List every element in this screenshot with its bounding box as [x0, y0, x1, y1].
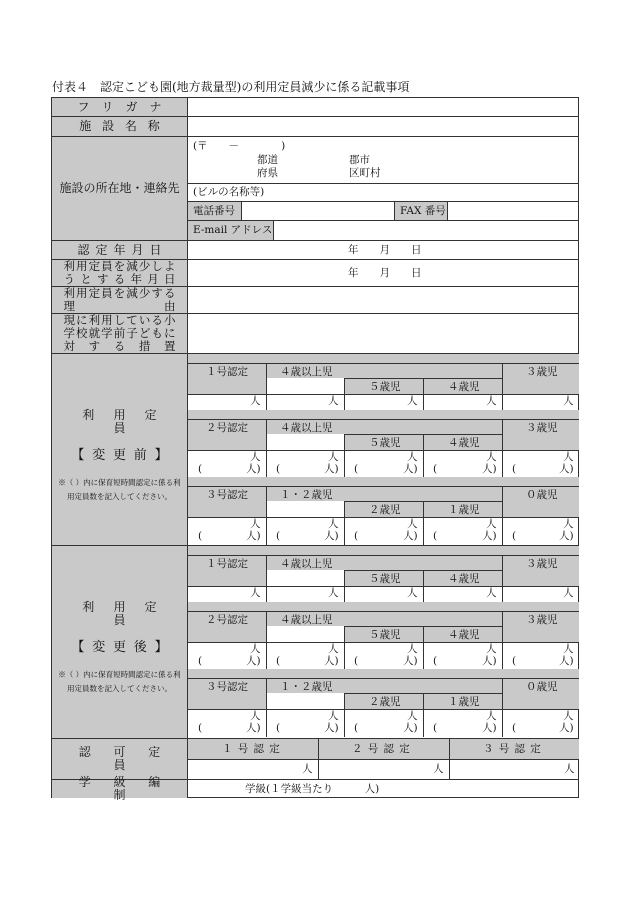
before-group3-value-2[interactable]: 人 — [328, 518, 339, 530]
after-group2-value-1[interactable]: 人 — [250, 643, 261, 655]
after-group3-value-1[interactable]: 人 — [250, 710, 261, 722]
capacity-before-label: 利用定員 【変更前】 ※（ ）内に保育短時間認定に係る利用定員数を記入してください。 — [52, 354, 188, 546]
after-group1-value-5[interactable]: 人 — [563, 587, 574, 599]
reduce-reason-label: 利用定員を減少する理由 — [52, 287, 188, 314]
after-group2-value-5[interactable]: 人 — [563, 643, 574, 655]
before-group3-age-a: ２歳児 — [369, 504, 401, 516]
before-group2-value-3[interactable]: 人 — [407, 451, 418, 463]
before-group2-age-b: ４歳児 — [448, 437, 480, 449]
before-group2-value-1[interactable]: 人 — [250, 451, 261, 463]
before-group1-value-4[interactable]: 人 — [486, 395, 497, 407]
before-group2-age-last: ３歳児 — [526, 422, 558, 434]
after-group1-value-3[interactable]: 人 — [407, 587, 418, 599]
facility-name-label: 施設名称 — [52, 117, 188, 137]
classes-field[interactable]: 学級(１学級当たり 人) — [245, 783, 380, 795]
before-group1-age-a: ５歳児 — [369, 381, 401, 393]
after-group2-value-3[interactable]: 人 — [407, 643, 418, 655]
approved-g2-label: ２号認定 — [352, 743, 415, 755]
approved-g3-value[interactable]: 人 — [564, 763, 575, 775]
before-group1-value-3[interactable]: 人 — [407, 395, 418, 407]
after-group2-short-2[interactable]: 人) — [324, 655, 339, 667]
approved-g3-label: ３号認定 — [483, 743, 546, 755]
after-group3-value-2[interactable]: 人 — [328, 710, 339, 722]
before-group2-short-1[interactable]: 人) — [246, 463, 261, 475]
approved-capacity-grid — [188, 739, 579, 780]
before-group2-span: ４歳以上児 — [280, 422, 333, 434]
address-block — [188, 137, 579, 241]
after-group3-short-3[interactable]: 人) — [403, 722, 418, 734]
before-group1-age-b: ４歳児 — [448, 381, 480, 393]
before-group2-value-4[interactable]: 人 — [486, 451, 497, 463]
before-group3-short-2[interactable]: 人) — [324, 530, 339, 542]
capacity-after-label: 利用定員 【変更後】 ※（ ）内に保育短時間認定に係る利用定員数を記入してください。 — [52, 546, 188, 739]
building-name[interactable]: (ビルの名称等) — [193, 186, 265, 198]
email-label: E-mail アドレス — [193, 224, 273, 236]
approved-g2-value[interactable]: 人 — [433, 763, 444, 775]
after-group1-age-b: ４歳児 — [448, 573, 480, 585]
gunshi-top: 郡市 — [349, 154, 370, 166]
capacity-after-grid: １号認定 ４歳以上児 ５歳児 ４歳児 ３歳児 人 人 人 人 人 ２号認定 ４歳以上児 ５歳児 ４歳児 ３歳児 人 ( 人) 人 ( 人) 人 ( 人) 人 ( 人) 人 ( 人) ３号認定 １・２歳児 ２歳児 １歳児 ０歳児 人 ( 人) 人 ( 人) 人 ( 人) 人 ( 人) 人 ( 人) — [188, 546, 579, 739]
before-group3-age-b: １歳児 — [448, 504, 480, 516]
gunshi-bottom: 区町村 — [349, 167, 381, 179]
phone-label: 電話番号 — [193, 205, 235, 217]
before-group3-short-4[interactable]: 人) — [482, 530, 497, 542]
before-group3-short-5[interactable]: 人) — [559, 530, 574, 542]
approved-g1-value[interactable]: 人 — [302, 763, 313, 775]
before-group2-short-5[interactable]: 人) — [559, 463, 574, 475]
after-group1-value-4[interactable]: 人 — [486, 587, 497, 599]
after-group3-value-3[interactable]: 人 — [407, 710, 418, 722]
before-group3-value-3[interactable]: 人 — [407, 518, 418, 530]
fax-label: FAX 番号 — [400, 205, 446, 217]
reduce-date-field[interactable]: 年 月 日 — [188, 260, 579, 287]
after-group3-age-a: ２歳児 — [369, 696, 401, 708]
furigana-label: フ リ ガ ナ — [52, 98, 188, 117]
after-group3-value-5[interactable]: 人 — [563, 710, 574, 722]
before-group1-value-2[interactable]: 人 — [328, 395, 339, 407]
after-group2-value-2[interactable]: 人 — [328, 643, 339, 655]
before-group3-value-4[interactable]: 人 — [486, 518, 497, 530]
form-table — [51, 97, 579, 802]
after-group3-age-last: ０歳児 — [526, 681, 558, 693]
before-group3-label: ３号認定 — [206, 489, 248, 501]
before-group1-age-last: ３歳児 — [526, 366, 558, 378]
after-group3-span: １・２歳児 — [280, 681, 333, 693]
address-label: 施設の所在地・連絡先 — [52, 137, 188, 241]
furigana-field[interactable] — [188, 98, 579, 117]
after-group3-short-5[interactable]: 人) — [559, 722, 574, 734]
after-group1-span: ４歳以上児 — [280, 558, 333, 570]
reduce-reason-field[interactable] — [188, 287, 579, 314]
measures-label: 現に利用している小学校就学前子どもに対する措置 — [52, 314, 188, 354]
after-group1-value-1[interactable]: 人 — [250, 587, 261, 599]
before-group2-short-4[interactable]: 人) — [482, 463, 497, 475]
after-group2-value-4[interactable]: 人 — [486, 643, 497, 655]
after-group3-label: ３号認定 — [206, 681, 248, 693]
measures-field[interactable] — [188, 314, 579, 354]
approved-g1-label: １号認定 — [222, 743, 285, 755]
approved-capacity-label: 認可定員 — [52, 739, 188, 780]
after-group2-short-5[interactable]: 人) — [559, 655, 574, 667]
before-group2-value-5[interactable]: 人 — [563, 451, 574, 463]
before-group1-value-1[interactable]: 人 — [250, 395, 261, 407]
after-group1-label: １号認定 — [206, 558, 248, 570]
after-group2-short-4[interactable]: 人) — [482, 655, 497, 667]
before-group2-short-2[interactable]: 人) — [324, 463, 339, 475]
after-group3-age-b: １歳児 — [448, 696, 480, 708]
postal-code[interactable]: (〒 － ) — [193, 140, 286, 152]
after-group1-age-last: ３歳児 — [526, 558, 558, 570]
before-group2-short-3[interactable]: 人) — [403, 463, 418, 475]
before-group2-age-a: ５歳児 — [369, 437, 401, 449]
before-group2-value-2[interactable]: 人 — [328, 451, 339, 463]
capacity-before-grid: １号認定 ４歳以上児 ５歳児 ４歳児 ３歳児 人 人 人 人 人 ２号認定 ４歳以上児 ５歳児 ４歳児 ３歳児 人 ( 人) 人 ( 人) 人 ( 人) 人 ( 人) 人 ( 人) ３号認定 １・２歳児 ２歳児 １歳児 ０歳児 人 ( 人) 人 ( 人) 人 ( 人) 人 ( 人) 人 ( 人) — [188, 354, 579, 546]
before-group1-span: ４歳以上児 — [280, 366, 333, 378]
before-group3-age-last: ０歳児 — [526, 489, 558, 501]
before-group3-short-1[interactable]: 人) — [246, 530, 261, 542]
after-group2-age-a: ５歳児 — [369, 629, 401, 641]
facility-name-field[interactable] — [188, 117, 579, 137]
after-group3-value-4[interactable]: 人 — [486, 710, 497, 722]
classes-label: 学級編制 — [52, 780, 188, 798]
approval-date-field[interactable]: 年 月 日 — [188, 241, 579, 260]
before-group1-label: １号認定 — [206, 366, 248, 378]
approval-date-label: 認定年月日 — [52, 241, 188, 260]
todofuken-top: 都道 — [257, 154, 278, 166]
after-group2-span: ４歳以上児 — [280, 614, 333, 626]
after-group3-short-4[interactable]: 人) — [482, 722, 497, 734]
before-group3-value-5[interactable]: 人 — [563, 518, 574, 530]
after-group2-short-1[interactable]: 人) — [246, 655, 261, 667]
before-group1-value-5[interactable]: 人 — [563, 395, 574, 407]
before-group3-short-3[interactable]: 人) — [403, 530, 418, 542]
page-title: 付表４ 認定こども園(地方裁量型)の利用定員減少に係る記載事項 — [52, 80, 410, 94]
after-group2-label: ２号認定 — [206, 614, 248, 626]
after-group3-short-2[interactable]: 人) — [324, 722, 339, 734]
todofuken-bottom: 府県 — [257, 167, 278, 179]
reduce-date-label: 利用定員を減少しようとする年月日 — [52, 260, 188, 287]
before-group3-value-1[interactable]: 人 — [250, 518, 261, 530]
after-group2-age-last: ３歳児 — [526, 614, 558, 626]
after-group1-age-a: ５歳児 — [369, 573, 401, 585]
after-group1-value-2[interactable]: 人 — [328, 587, 339, 599]
before-group2-label: ２号認定 — [206, 422, 248, 434]
before-group3-span: １・２歳児 — [280, 489, 333, 501]
after-group2-short-3[interactable]: 人) — [403, 655, 418, 667]
after-group2-age-b: ４歳児 — [448, 629, 480, 641]
after-group3-short-1[interactable]: 人) — [246, 722, 261, 734]
